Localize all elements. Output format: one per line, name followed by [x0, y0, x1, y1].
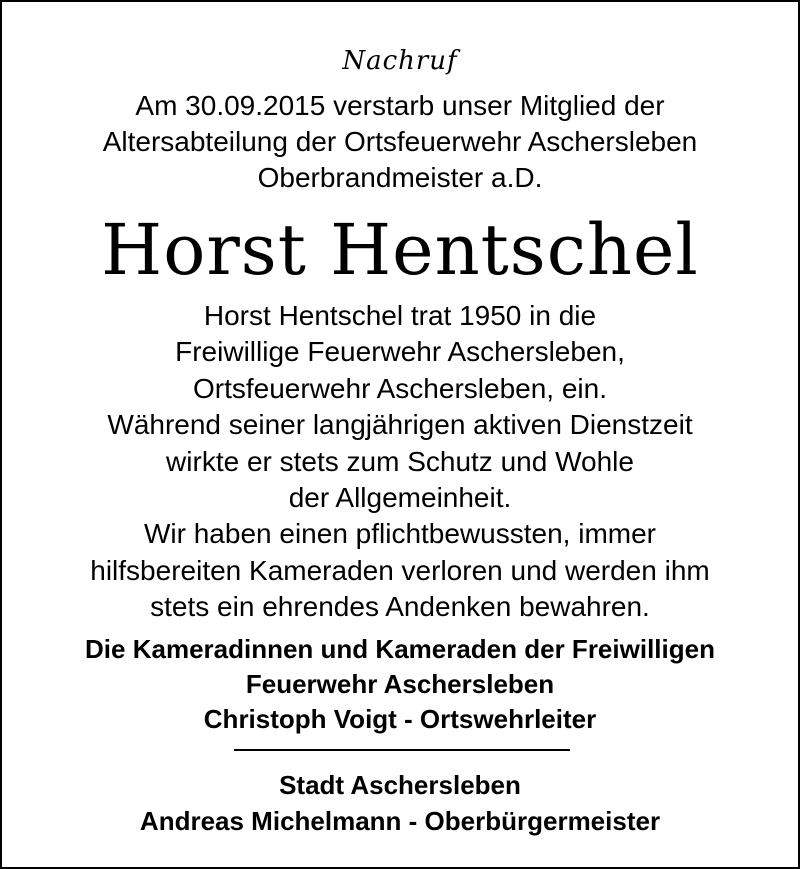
city-block: [2, 767, 798, 839]
body-line: hilfsbereiten Kameraden verloren und werden ihm: [90, 554, 710, 586]
signer-line: Die Kameradinnen und Kameraden der Freiwilligen: [85, 634, 715, 664]
body-line: Wir haben einen pflichtbewussten, immer: [143, 518, 656, 550]
intro-line: Am 30.09.2015 verstarb unser Mitglied der: [135, 90, 665, 121]
city-line: Andreas Michelmann - Oberbürgermeister: [139, 806, 661, 836]
city-line: Stadt Aschersleben: [279, 770, 521, 800]
divider-line: [234, 749, 570, 751]
obituary-body: [2, 298, 798, 626]
deceased-name: Horst Hentschel: [101, 209, 699, 291]
intro-line: Oberbrandmeister a.D.: [257, 162, 543, 193]
obituary-heading: Nachruf: [342, 46, 458, 76]
body-line: Freiwillige Feuerwehr Aschersleben,: [175, 336, 625, 368]
body-line: Horst Hentschel trat 1950 in die: [203, 300, 597, 331]
body-line: stets ein ehrendes Andenken bewahren.: [150, 591, 650, 623]
intro-text: [2, 88, 798, 196]
body-line: wirkte er stets zum Schutz und Wohle: [166, 445, 634, 477]
body-line: Ortsfeuerwehr Aschersleben, ein.: [193, 372, 607, 404]
signer-line: Feuerwehr Aschersleben: [245, 669, 555, 699]
signers-block: [2, 632, 798, 737]
intro-line: Altersabteilung der Ortsfeuerwehr Aschersleben: [102, 126, 698, 157]
signer-line: Christoph Voigt - Ortswehrleiter: [203, 704, 597, 734]
body-line: Während seiner langjährigen aktiven Dienstzeit: [107, 409, 693, 441]
body-line: der Allgemeinheit.: [288, 482, 512, 514]
